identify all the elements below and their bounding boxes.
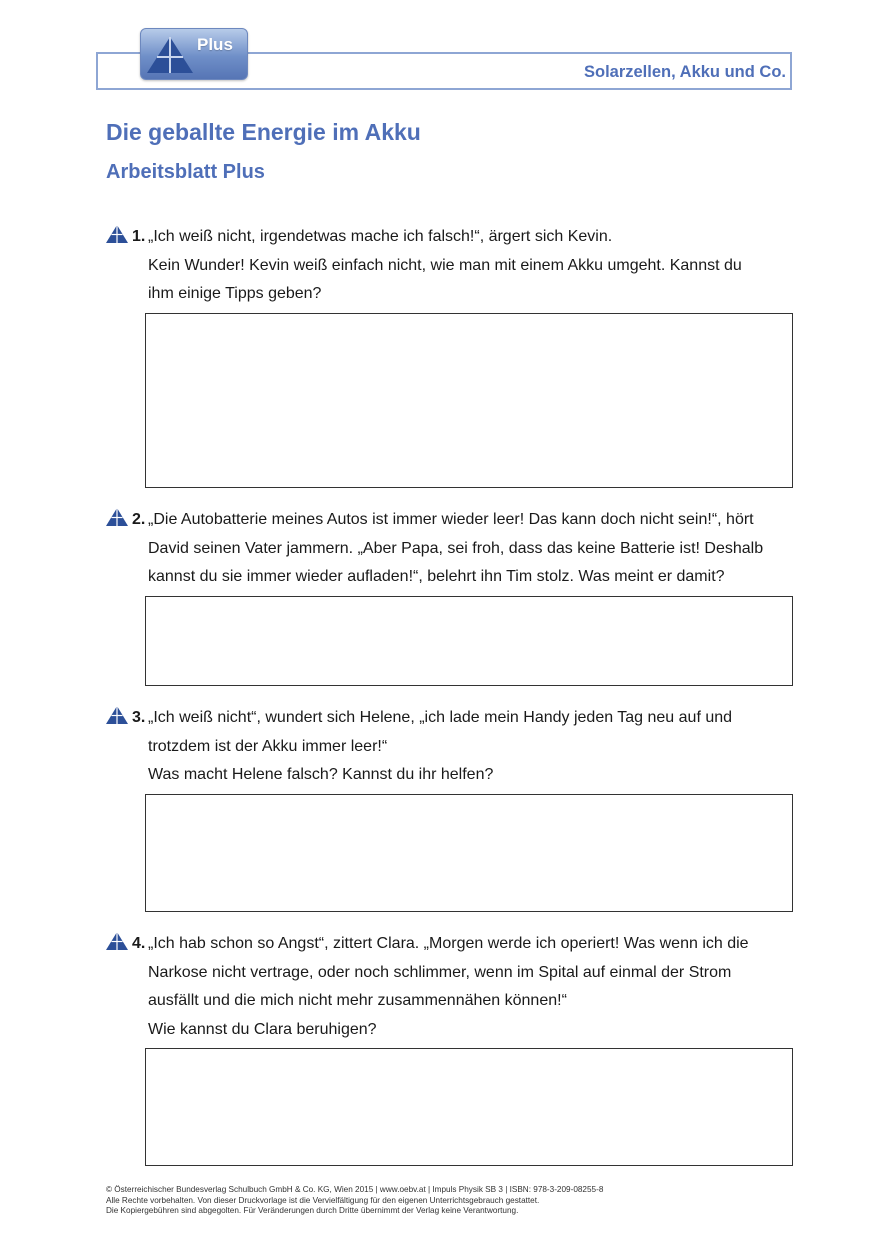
- task-line: David seinen Vater jammern. „Aber Papa, sei froh, dass das keine Batterie ist! Deshalb: [148, 539, 764, 557]
- footer-line: Die Kopiergebühren sind abgegolten. Für Veränderungen durch Dritte übernimmt der Verlag keine Verantwortung.: [106, 1206, 519, 1215]
- task-line: ihm einige Tipps geben?: [148, 285, 322, 302]
- task-line: Wie kannst du Clara beruhigen?: [148, 1020, 377, 1038]
- task-line: Was macht Helene falsch? Kannst du ihr helfen?: [148, 766, 494, 783]
- answer-box-3[interactable]: [145, 794, 793, 912]
- footer-copyright: [106, 1185, 603, 1217]
- task-line: „Die Autobatterie meines Autos ist immer wieder leer! Das kann doch nicht sein!“, hört: [148, 511, 754, 528]
- header-topic: Solarzellen, Akku und Co.: [583, 63, 786, 81]
- plus-logo: [140, 28, 248, 80]
- pyramid-logo-icon: [145, 35, 195, 75]
- answer-box-2[interactable]: [145, 596, 793, 686]
- pyramid-icon: [106, 508, 128, 526]
- task-line: kannst du sie immer wieder aufladen!“, belehrt ihn Tim stolz. Was meint er damit?: [148, 568, 725, 585]
- page-title: Die geballte Energie im Akku: [106, 119, 421, 145]
- answer-box-4[interactable]: [145, 1048, 793, 1166]
- task-line: „Ich hab schon so Angst“, zittert Clara. „Morgen werde ich operiert! Was wenn ich die: [148, 935, 749, 952]
- task-number: 1.: [132, 228, 146, 245]
- task-number: 2.: [132, 511, 146, 528]
- task-line: Narkose nicht vertrage, oder noch schlimmer, wenn im Spital auf einmal der Strom: [148, 963, 732, 981]
- task-4-text: [148, 930, 798, 1044]
- footer-line: © Österreichischer Bundesverlag Schulbuch GmbH & Co. KG, Wien 2015 | www.oebv.at | Impuls Physik SB 3 | ISBN: 978-3-209-08255-8: [106, 1185, 604, 1194]
- task-line: „Ich weiß nicht“, wundert sich Helene, „ich lade mein Handy jeden Tag neu auf und: [148, 709, 733, 726]
- task-line: trotzdem ist der Akku immer leer!“: [148, 737, 388, 755]
- task-number: 3.: [132, 709, 146, 726]
- task-line: ausfällt und die mich nicht mehr zusammennähen können!“: [148, 992, 567, 1009]
- logo-text: Plus: [197, 35, 233, 54]
- pyramid-icon: [106, 932, 128, 950]
- task-3-text: [148, 704, 798, 790]
- answer-box-1[interactable]: [145, 313, 793, 488]
- task-2-text: [148, 506, 798, 592]
- task-line: „Ich weiß nicht, irgendetwas mache ich falsch!“, ärgert sich Kevin.: [148, 228, 613, 245]
- pyramid-icon: [106, 706, 128, 724]
- pyramid-icon: [106, 225, 128, 243]
- task-number: 4.: [132, 935, 146, 952]
- task-1-text: [148, 223, 798, 309]
- footer-line: Alle Rechte vorbehalten. Von dieser Druckvorlage ist die Vervielfältigung für den eigenen Unterrichtsgebrauch gestattet.: [106, 1195, 540, 1205]
- page-subtitle: Arbeitsblatt Plus: [106, 161, 265, 183]
- task-line: Kein Wunder! Kevin weiß einfach nicht, wie man mit einem Akku umgeht. Kannst du: [148, 256, 742, 274]
